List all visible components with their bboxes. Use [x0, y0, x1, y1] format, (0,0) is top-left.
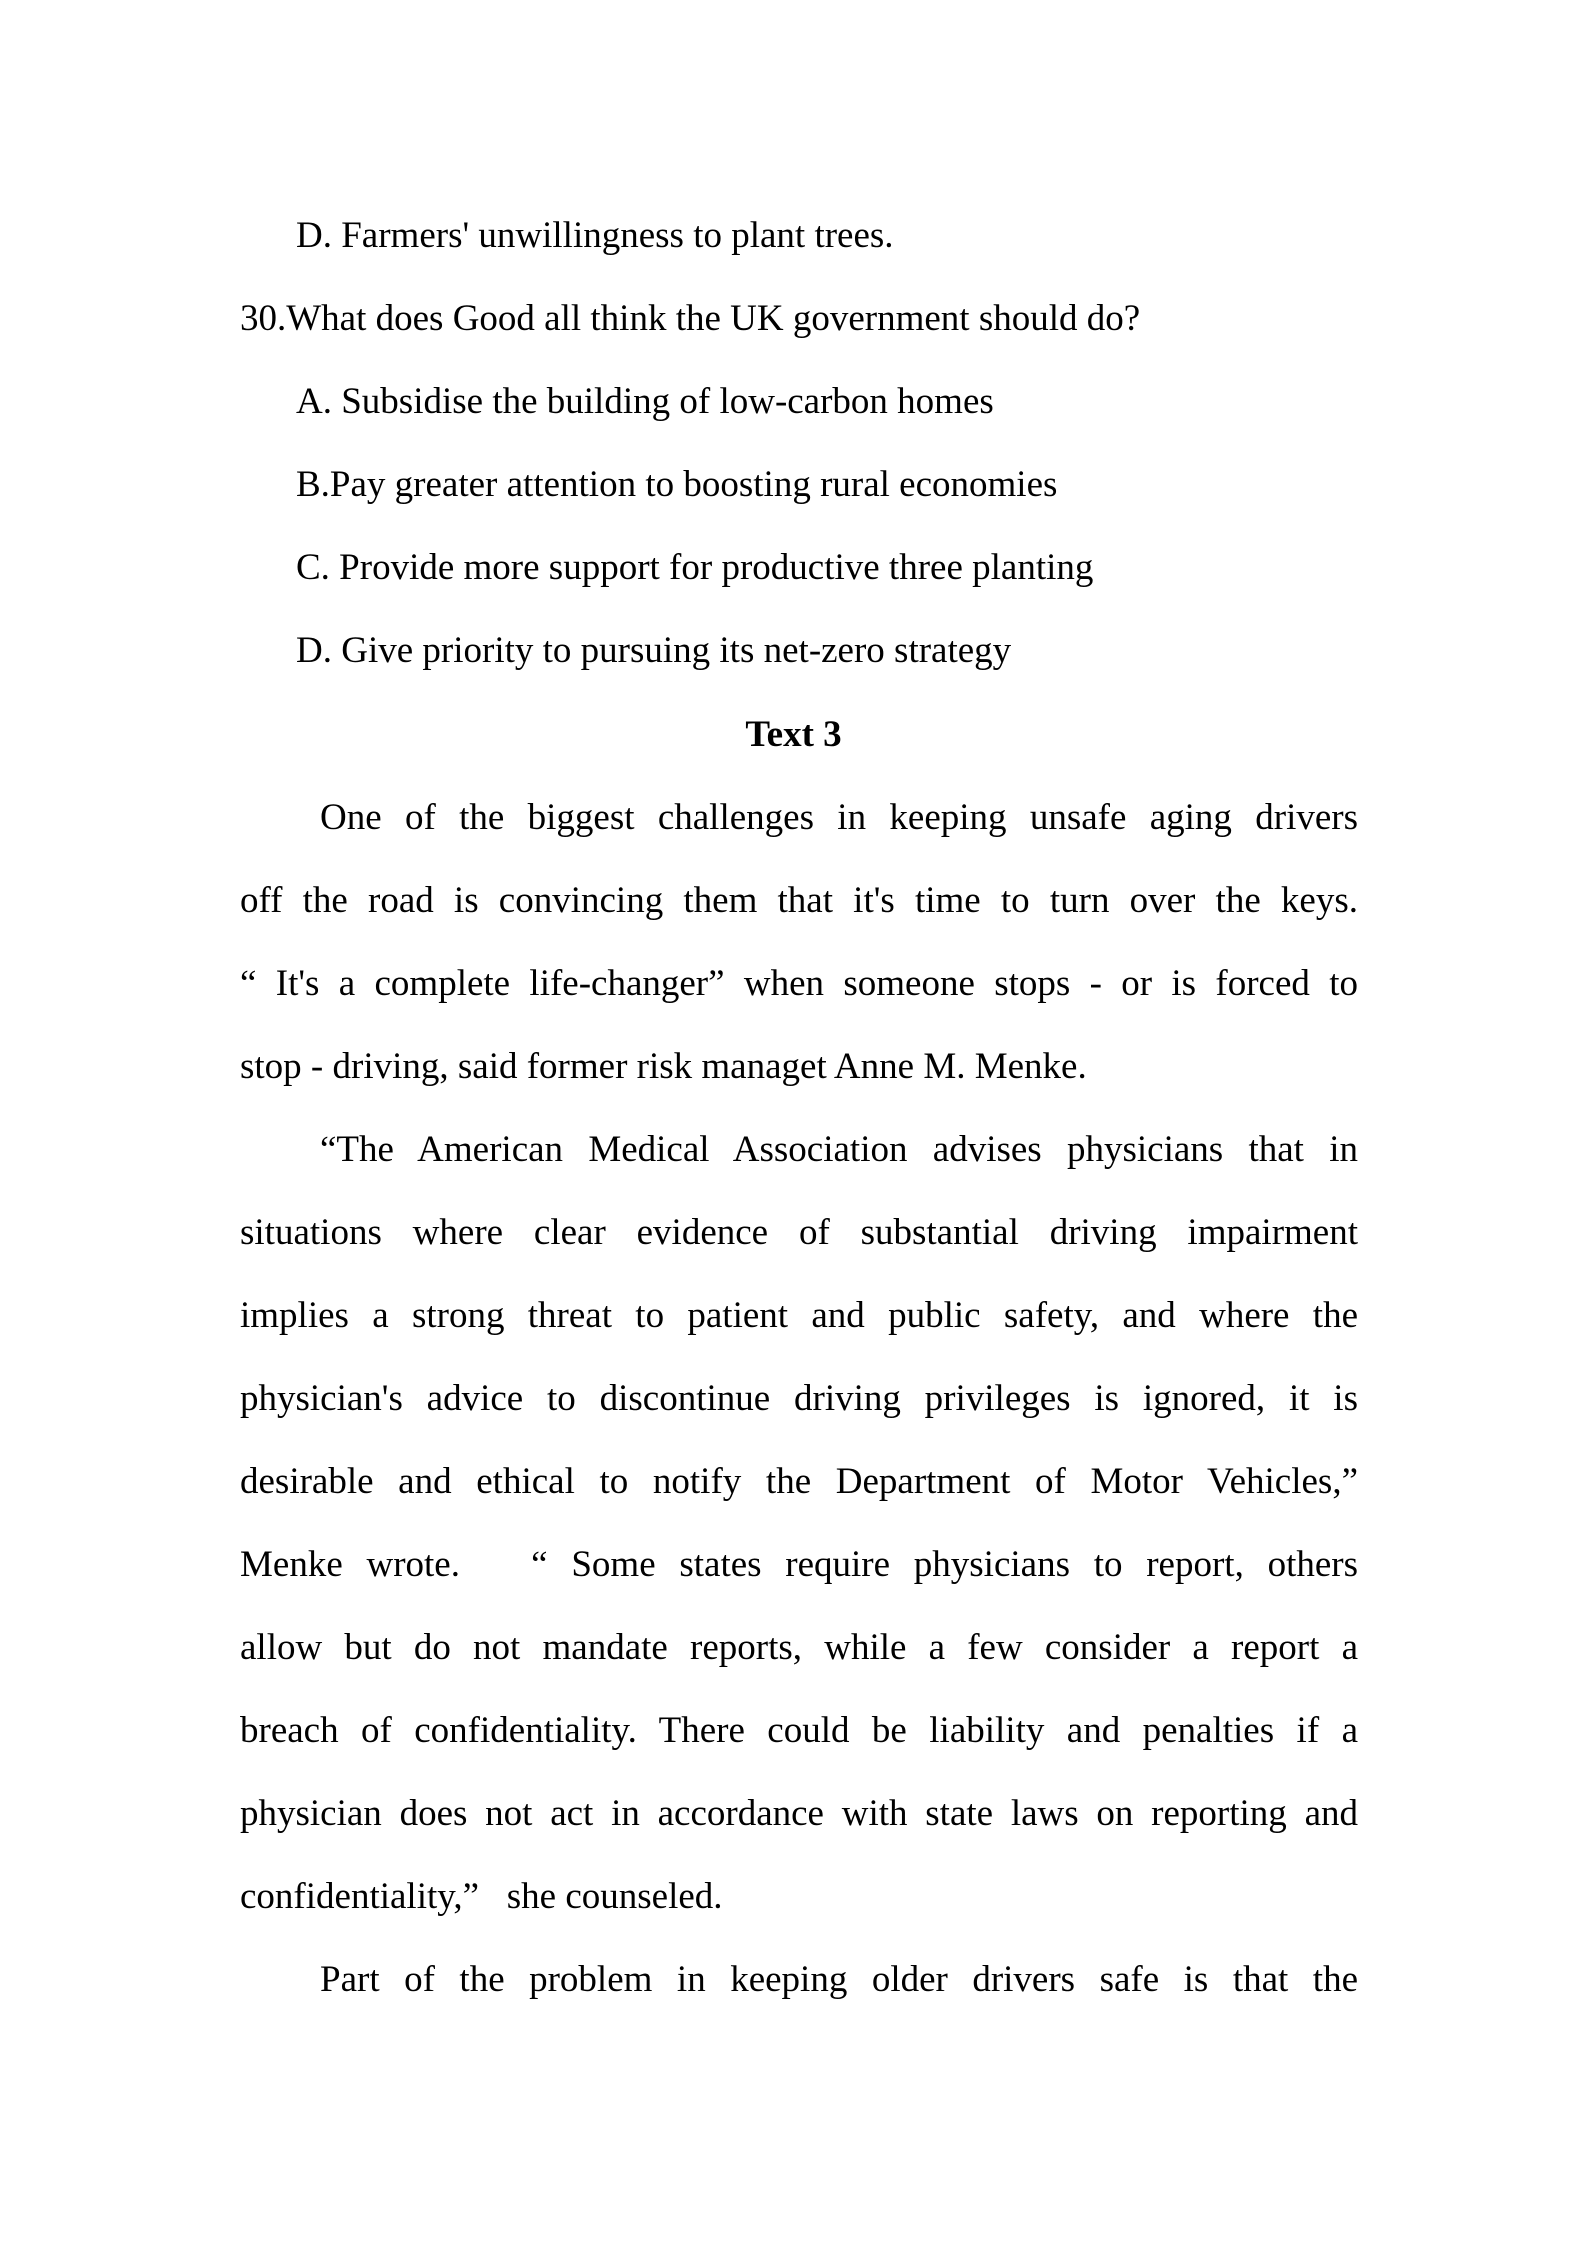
- paragraph2-line6: Menke wrote. “ Some states require physicians to report, others: [240, 1544, 1358, 1585]
- paragraph1-line1: One of the biggest challenges in keeping unsafe aging drivers: [320, 797, 1358, 838]
- paragraph2-line4: physician's advice to discontinue driving privileges is ignored, it is: [240, 1378, 1358, 1419]
- paragraph2-line1: “The American Medical Association advises physicians that in: [320, 1129, 1358, 1170]
- paragraph2-line5: desirable and ethical to notify the Department of Motor Vehicles,”: [240, 1461, 1358, 1502]
- paragraph1-line4: stop - driving, said former risk managet Anne M. Menke.: [240, 1046, 1087, 1087]
- q30-option-b: B.Pay greater attention to boosting rural economies: [296, 464, 1058, 505]
- q30-option-c: C. Provide more support for productive three planting: [296, 547, 1094, 588]
- paragraph2-line10: confidentiality,” she counseled.: [240, 1876, 723, 1917]
- paragraph3-line1: Part of the problem in keeping older drivers safe is that the: [320, 1959, 1358, 2000]
- paragraph2-line8: breach of confidentiality. There could be liability and penalties if a: [240, 1710, 1358, 1751]
- q30-question: 30.What does Good all think the UK government should do?: [240, 298, 1141, 339]
- paragraph1-line3: “ It's a complete life-changer” when someone stops - or is forced to: [240, 963, 1358, 1004]
- paragraph2-line2: situations where clear evidence of substantial driving impairment: [240, 1212, 1358, 1253]
- q29-option-d: D. Farmers' unwillingness to plant trees.: [296, 215, 894, 256]
- q30-option-a: A. Subsidise the building of low-carbon homes: [296, 381, 994, 422]
- paragraph2-line7: allow but do not mandate reports, while a few consider a report a: [240, 1627, 1358, 1668]
- paragraph1-line2: off the road is convincing them that it's time to turn over the keys.: [240, 880, 1358, 921]
- section-title: Text 3: [745, 714, 842, 755]
- q30-option-d: D. Give priority to pursuing its net-zero strategy: [296, 630, 1012, 671]
- paragraph2-line9: physician does not act in accordance with state laws on reporting and: [240, 1793, 1358, 1834]
- paragraph2-line3: implies a strong threat to patient and public safety, and where the: [240, 1295, 1358, 1336]
